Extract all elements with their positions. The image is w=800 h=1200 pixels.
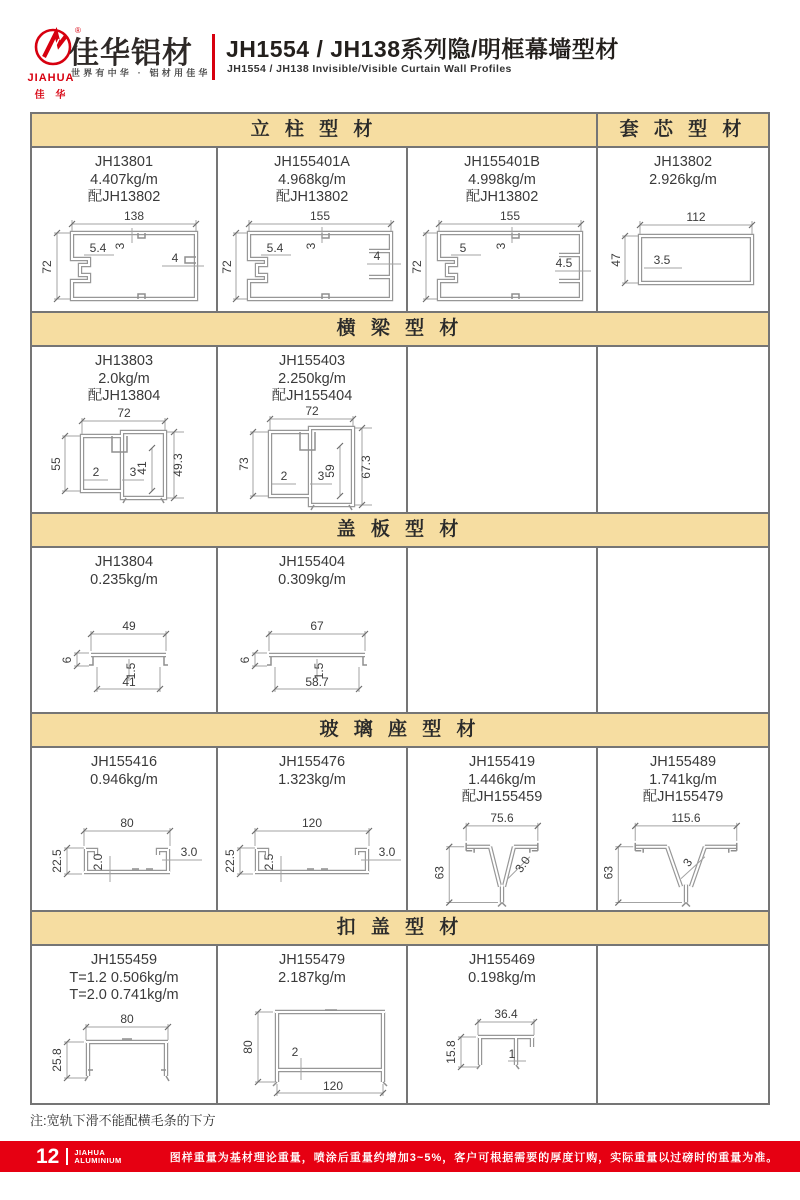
page-subtitle: JH1554 / JH138 Invisible/Visible Curtain Wall Profiles	[227, 63, 512, 75]
profile-weight: 1.446kg/m	[468, 771, 536, 788]
profile-weight: 4.968kg/m	[278, 171, 346, 188]
dim-label: 115.6	[671, 810, 701, 825]
profile-code: JH155459	[90, 952, 158, 968]
profile-cell-jh155479	[218, 946, 408, 1103]
profile-cell-jh155469	[408, 946, 598, 1103]
profile-weight: T=1.2 0.506kg/m	[69, 969, 179, 986]
dim-label: 49	[122, 618, 136, 633]
profile-weight: 2.250kg/m	[278, 370, 346, 387]
footer-divider	[66, 1148, 68, 1165]
section-header-buckle: 扣 盖 型 材	[336, 917, 464, 938]
profile-drawing-jh155419	[412, 807, 592, 911]
profile-code: JH155401B	[464, 154, 540, 170]
section-row-3	[32, 512, 768, 548]
row-columns	[32, 148, 768, 311]
profile-code: JH155479	[278, 952, 346, 968]
profile-weight: 2.187kg/m	[278, 969, 346, 986]
dim-label: 3.0	[180, 844, 198, 859]
empty-cell	[598, 347, 768, 512]
dim-label: 120	[301, 815, 323, 830]
empty-cell	[598, 548, 768, 712]
dim-label: 4.5	[555, 255, 573, 270]
profile-drawing-jh13801	[34, 207, 214, 311]
logo-text-cn: 佳 华	[34, 90, 70, 101]
profile-drawing-jh13802	[598, 198, 768, 302]
profile-code: JH155403	[278, 353, 346, 369]
profile-weight: 0.946kg/m	[90, 771, 158, 788]
profile-code: JH155419	[468, 754, 536, 770]
profile-weight: 1.741kg/m	[649, 771, 717, 788]
profile-cell-jh155403	[218, 347, 408, 512]
empty-cell	[408, 548, 598, 712]
dim-label: 138	[123, 208, 145, 223]
profile-code: JH155401A	[274, 154, 350, 170]
brand-name: 佳华铝材	[69, 37, 193, 70]
section-row-5	[32, 910, 768, 946]
dim-label: 67.3	[359, 455, 373, 479]
profile-code: JH155416	[90, 754, 158, 770]
profile-drawing-jh155479	[219, 988, 405, 1102]
profile-drawing-jh155401b	[409, 207, 595, 311]
row-covers	[32, 548, 768, 712]
dim-label: 6	[238, 656, 252, 663]
profile-cell-jh155404	[218, 548, 408, 712]
profile-drawing-jh155489	[599, 807, 767, 911]
dim-label: 63	[432, 865, 447, 879]
row-beams	[32, 347, 768, 512]
dim-label: 58.7	[305, 674, 329, 689]
dim-label: 49.3	[171, 453, 185, 477]
dim-label: 3.0	[378, 844, 396, 859]
dim-label: 59	[323, 464, 337, 478]
dim-label: 36.4	[494, 1007, 518, 1021]
profile-cell-jh13804	[32, 548, 218, 712]
profile-cell-jh13801	[32, 148, 218, 311]
profile-drawing-jh155403	[222, 406, 402, 512]
dim-label: 5.4	[89, 240, 107, 255]
profile-drawing-jh13804	[34, 603, 214, 699]
profile-cell-jh155476	[218, 748, 408, 910]
dim-label: 47	[609, 253, 623, 267]
dim-label: 63	[601, 865, 616, 879]
profile-weight: 2.0kg/m	[98, 370, 150, 387]
dim-label: 3	[304, 242, 318, 250]
profile-match: 配JH155459	[461, 789, 543, 805]
profiles-table	[30, 112, 770, 1105]
dim-label: 155	[309, 208, 331, 223]
dim-label: 120	[322, 1079, 344, 1093]
profile-cell-jh155401b	[408, 148, 598, 311]
dim-label: 55	[49, 457, 63, 471]
logo-text-en: JIAHUA	[27, 72, 75, 84]
profile-weight: T=2.0 0.741kg/m	[69, 987, 179, 1003]
row-glass-seats	[32, 748, 768, 910]
profile-code: JH13804	[94, 554, 154, 570]
profile-cell-jh155419	[408, 748, 598, 910]
profile-code: JH155489	[649, 754, 717, 770]
profile-cell-jh155489	[598, 748, 768, 910]
registered-mark: ®	[75, 26, 81, 35]
profile-drawing-jh155416	[34, 802, 214, 898]
profile-match: 配JH155479	[642, 789, 724, 805]
profile-cell-jh155459	[32, 946, 218, 1103]
profile-cell-jh155416	[32, 748, 218, 910]
profile-drawing-jh155401a	[219, 207, 405, 311]
dim-label: 3	[317, 468, 325, 483]
profile-cell-jh13802	[598, 148, 768, 311]
header-divider	[212, 34, 215, 80]
profile-weight: 4.407kg/m	[90, 171, 158, 188]
section-header-core: 套 芯 型 材	[619, 119, 747, 140]
profile-match: 配JH155404	[271, 388, 353, 404]
profile-weight: 1.323kg/m	[278, 771, 346, 788]
dim-label: 72	[410, 260, 424, 274]
brand-tagline: 世界有中华 · 铝材用佳华	[71, 68, 211, 78]
page-number: 12	[36, 1144, 60, 1168]
profile-drawing-jh155404	[222, 603, 402, 699]
dim-label: 2.0	[91, 853, 105, 870]
profile-match: 配JH13804	[87, 388, 161, 404]
dim-label: 3	[113, 242, 127, 250]
footer-disclaimer: 图样重量为基材理论重量，喷涂后重量约增加3~5%，客户可根据需要的厚度订购，实际重量以过磅时的重量为准。	[169, 1151, 779, 1164]
dim-label: 3	[494, 242, 508, 250]
footer-bar	[0, 1141, 800, 1172]
section-row-2	[32, 311, 768, 347]
dim-label: 155	[499, 208, 521, 223]
dim-label: 72	[117, 405, 131, 420]
dim-label: 5.4	[266, 240, 284, 255]
dim-label: 80	[120, 1011, 134, 1026]
dim-label: 41	[135, 461, 149, 475]
dim-label: 72	[305, 405, 319, 418]
dim-label: 80	[241, 1040, 255, 1054]
dim-label: 22.5	[50, 848, 64, 873]
profile-weight: 0.235kg/m	[90, 571, 158, 588]
dim-label: 72	[220, 260, 234, 274]
dim-label: 5	[459, 240, 467, 255]
dim-label: 1	[508, 1047, 516, 1061]
profile-weight: 0.198kg/m	[468, 969, 536, 986]
dim-label: 2	[280, 468, 288, 483]
dim-label: 15.8	[444, 1040, 458, 1064]
dim-label: 3	[129, 464, 137, 479]
dim-label: 2	[291, 1045, 299, 1059]
dim-label: 67	[310, 618, 324, 633]
dim-label: 25.8	[50, 1048, 64, 1072]
profile-code: JH13802	[653, 154, 713, 170]
dim-label: 3.0	[512, 853, 534, 875]
empty-cell	[408, 347, 598, 512]
profile-code: JH13801	[94, 154, 154, 170]
profile-drawing-jh155476	[219, 802, 405, 898]
section-row-1	[32, 114, 768, 148]
profile-code: JH155476	[278, 754, 346, 770]
dim-label: 1.5	[124, 662, 138, 679]
profile-weight: 2.926kg/m	[649, 171, 717, 188]
profile-drawing-jh13803	[34, 406, 214, 512]
dim-label: 80	[120, 815, 134, 830]
dim-label: 22.5	[223, 848, 237, 873]
empty-cell	[598, 946, 768, 1103]
profile-match: 配JH13802	[275, 189, 349, 205]
profile-match: 配JH13802	[465, 189, 539, 205]
dim-label: 2	[92, 464, 100, 479]
profile-drawing-jh155459	[34, 1008, 214, 1100]
profile-cell-jh13803	[32, 347, 218, 512]
dim-label: 2.5	[262, 853, 276, 870]
section-header-column: 立 柱 型 材	[32, 114, 598, 146]
footer-brand: JIAHUA ALUMINIUM	[74, 1147, 122, 1165]
profile-weight: 4.998kg/m	[468, 171, 536, 188]
footnote: 注:宽轨下滑不能配横毛条的下方	[30, 1113, 216, 1128]
dim-label: 4	[171, 250, 179, 265]
page-title: JH1554 / JH138系列隐/明框幕墙型材	[226, 36, 619, 62]
dim-label: 3	[680, 855, 696, 869]
dim-label: 73	[237, 457, 251, 471]
profile-weight: 0.309kg/m	[278, 571, 346, 588]
dim-label: 4	[373, 248, 381, 263]
profile-cell-jh155401a	[218, 148, 408, 311]
section-header-cover: 盖 板 型 材	[336, 519, 464, 540]
row-buckles	[32, 946, 768, 1103]
profile-code: JH13803	[94, 353, 154, 369]
dim-label: 75.6	[490, 810, 514, 825]
section-header-beam: 横 梁 型 材	[336, 318, 464, 339]
profile-match: 配JH13802	[87, 189, 161, 205]
profile-code: JH155469	[468, 952, 536, 968]
section-row-4	[32, 712, 768, 748]
profile-drawing-jh155469	[412, 999, 592, 1091]
dim-label: 72	[40, 260, 54, 274]
dim-label: 3.5	[653, 253, 671, 267]
dim-label: 6	[60, 656, 74, 663]
profile-code: JH155404	[278, 554, 346, 570]
dim-label: 112	[686, 210, 706, 224]
section-header-glass-seat: 玻 璃 座 型 材	[319, 719, 481, 740]
dim-label: 1.5	[312, 662, 326, 679]
dim-label: 41	[122, 674, 136, 689]
